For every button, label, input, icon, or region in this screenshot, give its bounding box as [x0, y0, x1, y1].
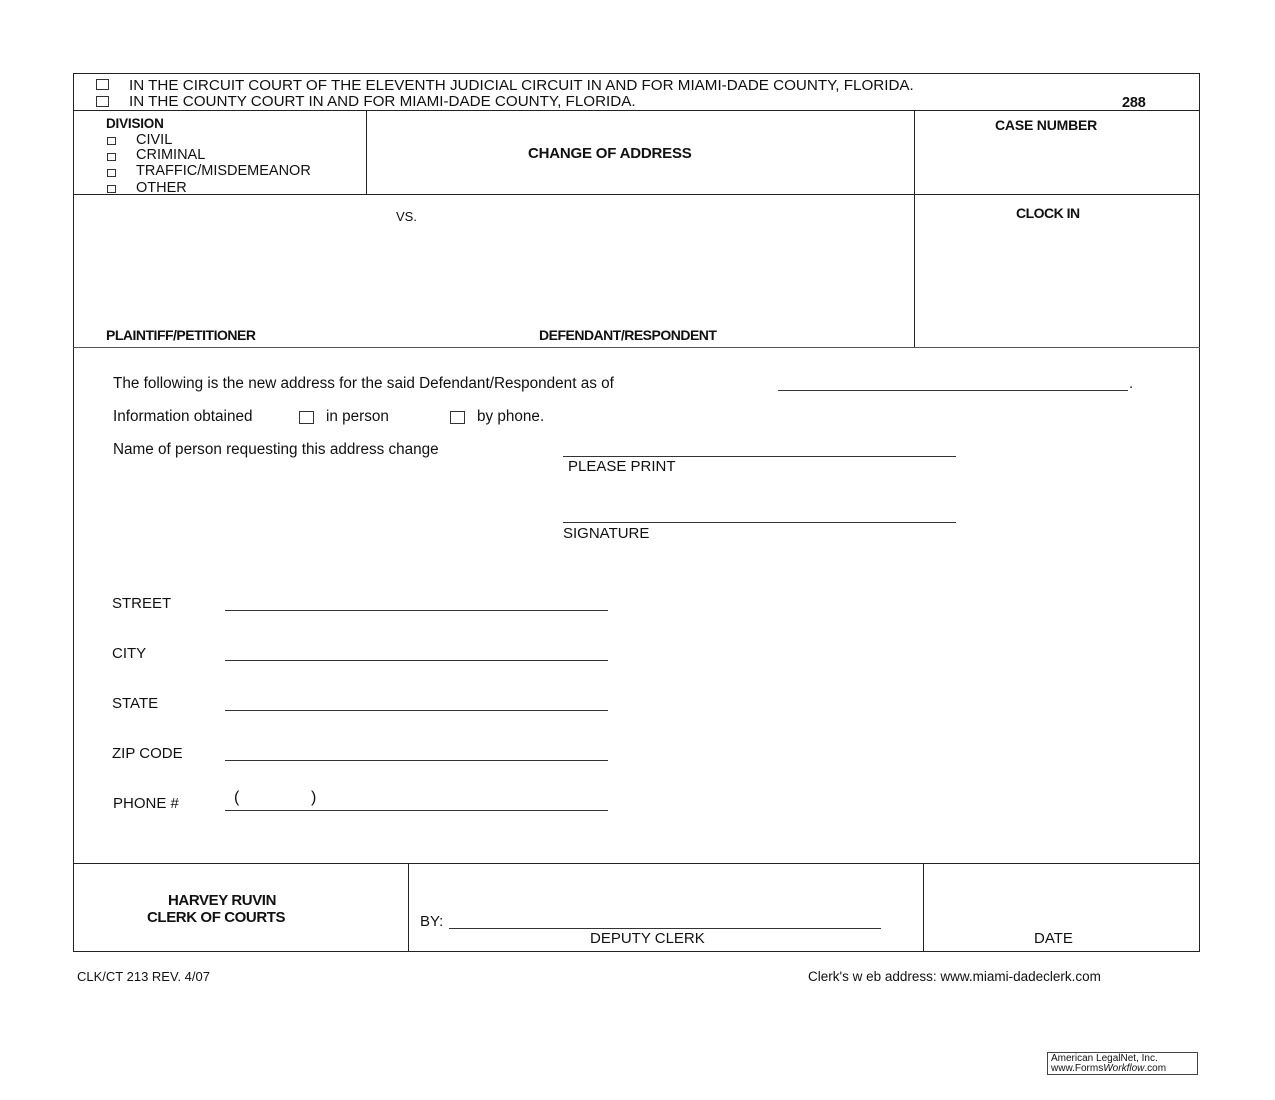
- as-of-date-line[interactable]: [778, 390, 1128, 391]
- deputy-clerk-signature-line[interactable]: [449, 928, 881, 929]
- division-traffic-checkbox[interactable]: [107, 169, 116, 177]
- case-number-field[interactable]: [920, 136, 1195, 190]
- divider-date-vertical: [923, 863, 924, 952]
- signature-line[interactable]: [563, 522, 956, 523]
- date-label: DATE: [1034, 930, 1073, 947]
- clock-in-label: CLOCK IN: [1016, 205, 1080, 221]
- clerk-title: CLERK OF COURTS: [147, 909, 286, 926]
- circuit-court-label: IN THE CIRCUIT COURT OF THE ELEVENTH JUDICIAL CIRCUIT IN AND FOR MIAMI-DADE COUNTY, FLORIDA.: [129, 77, 914, 94]
- division-criminal-label: CRIMINAL: [136, 147, 206, 163]
- deputy-clerk-label: DEPUTY CLERK: [590, 930, 705, 947]
- defendant-field[interactable]: [420, 200, 900, 320]
- form-revision: CLK/CT 213 REV. 4/07: [77, 969, 210, 984]
- state-label: STATE: [112, 695, 159, 712]
- division-civil-label: CIVIL: [136, 132, 173, 148]
- circuit-court-checkbox[interactable]: [96, 79, 109, 90]
- vs-label: VS.: [396, 209, 417, 224]
- intro-text: The following is the new address for the said Defendant/Respondent as of: [113, 375, 614, 392]
- street-line[interactable]: [225, 610, 608, 611]
- requester-name-line[interactable]: [563, 456, 956, 457]
- street-label: STREET: [112, 595, 172, 612]
- case-number-label: CASE NUMBER: [995, 117, 1098, 133]
- publisher-name: American LegalNet, Inc.: [1051, 1053, 1158, 1064]
- publisher-url-prefix: www.Forms: [1051, 1063, 1104, 1074]
- by-label: BY:: [420, 913, 444, 930]
- requester-label: Name of person requesting this address change: [113, 441, 439, 458]
- phone-label: PHONE #: [113, 795, 179, 812]
- plaintiff-field[interactable]: [80, 200, 400, 320]
- zip-code-line[interactable]: [225, 760, 608, 761]
- city-label: CITY: [112, 645, 147, 662]
- form-code: 288: [1122, 95, 1146, 111]
- publisher-stamp: [1047, 1052, 1198, 1075]
- county-court-checkbox[interactable]: [96, 96, 109, 107]
- info-obtained-label: Information obtained: [113, 408, 253, 425]
- zip-code-label: ZIP CODE: [112, 745, 183, 762]
- intro-period: .: [1129, 375, 1134, 392]
- by-phone-checkbox[interactable]: [450, 411, 465, 424]
- clerk-web-address: Clerk's w eb address: www.miami-dadeclerk.com: [808, 969, 1101, 984]
- publisher-url-italic: Workflow: [1103, 1063, 1145, 1074]
- divider-header: [73, 110, 1200, 111]
- defendant-label: DEFENDANT/RESPONDENT: [539, 327, 717, 343]
- publisher-url-suffix: .com: [1144, 1063, 1167, 1074]
- divider-clerk-vertical: [408, 863, 409, 952]
- division-civil-checkbox[interactable]: [107, 137, 116, 145]
- state-line[interactable]: [225, 710, 608, 711]
- clerk-name: HARVEY RUVIN: [168, 892, 277, 909]
- city-line[interactable]: [225, 660, 608, 661]
- divider-division-vertical: [366, 110, 367, 194]
- division-title: DIVISION: [106, 116, 164, 131]
- in-person-checkbox[interactable]: [299, 411, 314, 424]
- form-title: CHANGE OF ADDRESS: [528, 145, 692, 162]
- divider-division: [73, 194, 1200, 195]
- divider-footer-box: [73, 863, 1200, 864]
- division-other-checkbox[interactable]: [107, 185, 116, 193]
- in-person-label: in person: [326, 408, 389, 425]
- county-court-label: IN THE COUNTY COURT IN AND FOR MIAMI-DADE COUNTY, FLORIDA.: [129, 93, 636, 110]
- divider-parties: [73, 347, 1200, 348]
- division-criminal-checkbox[interactable]: [107, 153, 116, 161]
- phone-area-open: (: [234, 789, 240, 806]
- division-other-label: OTHER: [136, 180, 187, 196]
- publisher-url: [1051, 1064, 1194, 1074]
- date-field[interactable]: [930, 870, 1195, 925]
- divider-case-vertical: [914, 110, 915, 347]
- by-phone-label: by phone.: [477, 408, 545, 425]
- please-print-label: PLEASE PRINT: [568, 458, 676, 475]
- plaintiff-label: PLAINTIFF/PETITIONER: [106, 327, 256, 343]
- phone-area-close: ): [311, 789, 317, 806]
- division-traffic-label: TRAFFIC/MISDEMEANOR: [136, 163, 311, 179]
- signature-label: SIGNATURE: [563, 525, 650, 542]
- phone-line[interactable]: [225, 810, 608, 811]
